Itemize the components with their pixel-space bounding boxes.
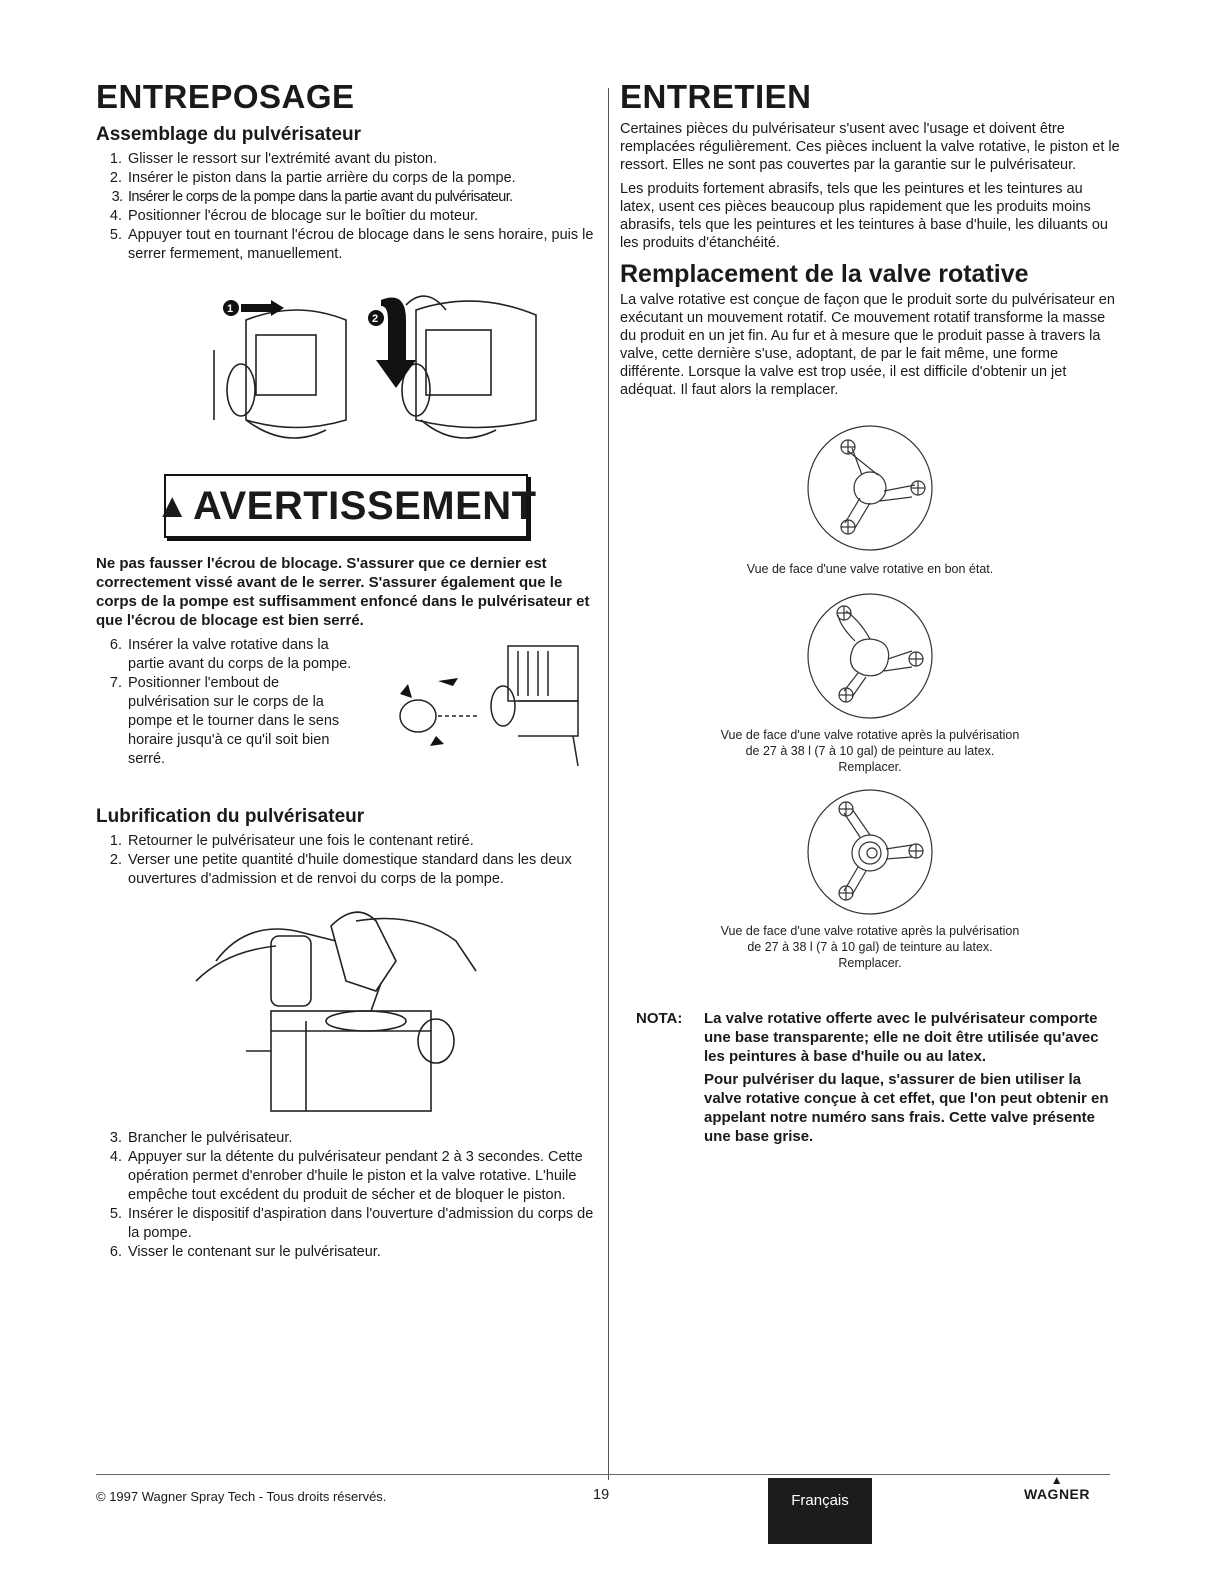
nota-block xyxy=(620,1009,1120,1146)
assembly-steps xyxy=(96,150,596,264)
wagner-logo xyxy=(1024,1474,1090,1502)
figure-label-2: 2 xyxy=(372,313,379,325)
warning-box-wrapper xyxy=(96,474,596,538)
caption-line: de 27 à 38 l (7 à 10 gal) de teinture au latex. xyxy=(747,940,993,954)
list-item: 5. Insérer le dispositif d'aspiration dans l'ouverture d'admission du corps de la pompe. xyxy=(126,1205,596,1243)
steps-6-7-block xyxy=(96,636,596,806)
page-number: 19 xyxy=(593,1487,610,1503)
replacement-title: Remplacement de la valve rotative xyxy=(620,260,1029,288)
caption-line: Vue de face d'une valve rotative après la pulvérisation xyxy=(720,728,1020,742)
warning-triangle-icon: ▲ xyxy=(155,486,190,525)
valve-caption-1: Vue de face d'une valve rotative en bon état. xyxy=(746,562,994,576)
nota-body xyxy=(704,1009,1120,1146)
assembly-title: Assemblage du pulvérisateur xyxy=(96,124,362,145)
list-item: 4. Appuyer sur la détente du pulvérisateur pendant 2 à 3 secondes. Cette opération permet d'enrober d'huile le piston et la valve rotative. L'huile empêche tout excédent du produit de sécher et de bloquer le piston. xyxy=(126,1148,596,1205)
maintenance-paragraph-1: Certaines pièces du pulvérisateur s'usent avec l'usage et doivent être remplacées régulièrement. Ces pièces incluent la valve rotative, le piston et le ressort. Elles ne sont pas couvertes par la garantie sur le pulvérisateur. xyxy=(620,121,1120,173)
list-item: 6. Visser le contenant sur le pulvérisateur. xyxy=(126,1243,596,1262)
spray-tip-illustration xyxy=(378,636,598,766)
lubrication-steps-a xyxy=(96,832,596,889)
list-item: 3. Brancher le pulvérisateur. xyxy=(126,1129,596,1148)
warning-text: Ne pas fausser l'écrou de blocage. S'assurer que ce dernier est correctement vissé avant de le serrer. S'assurer également que le corps de la pompe est suffisamment enfoncé dans le pulvérisateur et que l'écrou de blocage est bien serré. xyxy=(96,555,590,629)
list-item: 1. Glisser le ressort sur l'extrémité avant du piston. xyxy=(126,150,596,169)
steps-6-7 xyxy=(96,636,356,769)
nota-paragraph-1: La valve rotative offerte avec le pulvérisateur comporte une base transparente; elle ne doit être utilisée qu'avec les peintures à base d'huile ou au latex. xyxy=(704,1010,1099,1065)
wagner-logo-text: WAGNER xyxy=(1024,1486,1090,1502)
list-item: 6. Insérer la valve rotative dans la partie avant du corps de la pompe. xyxy=(126,636,356,674)
footer-copyright: © 1997 Wagner Spray Tech - Tous droits réservés. xyxy=(96,1489,387,1504)
valve-latex-paint-figure xyxy=(620,591,1120,775)
footer-rule xyxy=(96,1474,1110,1475)
replacement-text: La valve rotative est conçue de façon que le produit sorte du pulvérisateur en exécutant un mouvement rotatif. Ce mouvement rotatif transforme la masse du produit en un jet fin. Au fur et à mesure que le produit passe à travers la valve, cette dernière s'use, adoptant, de par le fait même, une forme différente. Lorsque la valve est trop usée, il est difficile d'obtenir un jet adéquat. Il faut alors la remplacer. xyxy=(620,292,1115,398)
maintenance-paragraph-2: Les produits fortement abrasifs, tels que les peintures et les teintures au latex, usent ces pièces beaucoup plus rapidement que les produits moins abrasifs, tels que les peintures et les teintures à base d'huile, les diluants ou les produits d'étanchéité. xyxy=(620,181,1109,251)
caption-line: Remplacer. xyxy=(838,956,902,970)
valve-caption-3 xyxy=(620,923,1120,971)
lubrication-figure xyxy=(96,901,596,1121)
sprayer-assembly-illustration xyxy=(96,280,596,460)
caption-line: de 27 à 38 l (7 à 10 gal) de peinture au latex. xyxy=(745,744,995,758)
valve-caption-2 xyxy=(620,727,1120,775)
assembly-figure xyxy=(96,280,596,460)
warning-title: AVERTISSEMENT xyxy=(193,483,537,528)
valve-worn-paint-illustration xyxy=(800,591,940,721)
oiling-illustration xyxy=(96,901,596,1121)
warning-box xyxy=(155,474,537,538)
list-item: 7. Positionner l'embout de pulvérisation sur le corps de la pompe et le tourner dans le sens horaire jusqu'à ce qu'il soit bien serré. xyxy=(126,674,356,769)
lubrication-title: Lubrification du pulvérisateur xyxy=(96,806,365,827)
lubrication-steps-b xyxy=(96,1129,596,1262)
column-divider xyxy=(608,88,609,1480)
list-item: 1. Retourner le pulvérisateur une fois le contenant retiré. xyxy=(126,832,596,851)
list-item: 3. Insérer le corps de la pompe dans la partie avant du pulvérisateur. xyxy=(126,188,596,207)
figure-label-1: 1 xyxy=(227,303,234,315)
right-column xyxy=(620,78,1120,1146)
valve-good-figure xyxy=(620,423,1120,577)
list-item: 5. Appuyer tout en tournant l'écrou de blocage dans le sens horaire, puis le serrer fermement, manuellement. xyxy=(126,226,596,264)
valve-latex-stain-figure xyxy=(620,787,1120,971)
nota-paragraph-2: Pour pulvériser du laque, s'assurer de bien utiliser la valve rotative conçue à cet effet, que l'on peut obtenir en appelant notre numéro sans frais. Cette valve présente une base grise. xyxy=(704,1071,1109,1145)
caption-line: Vue de face d'une valve rotative après la pulvérisation xyxy=(720,924,1020,938)
maintenance-title: ENTRETIEN xyxy=(620,78,812,115)
list-item: 2. Insérer le piston dans la partie arrière du corps de la pompe. xyxy=(126,169,596,188)
valve-worn-stain-illustration xyxy=(800,787,940,917)
language-tab: Français xyxy=(768,1478,872,1544)
nota-label: NOTA: xyxy=(636,1010,683,1027)
list-item: 4. Positionner l'écrou de blocage sur le boîtier du moteur. xyxy=(126,207,596,226)
valve-good-illustration xyxy=(800,423,940,553)
wagner-logo-mark-icon: ▲ xyxy=(1050,1473,1064,1487)
left-column xyxy=(96,78,596,1262)
list-item: 2. Verser une petite quantité d'huile domestique standard dans les deux ouvertures d'admission et de renvoi du corps de la pompe. xyxy=(126,851,596,889)
caption-line: Remplacer. xyxy=(838,760,902,774)
storage-title: ENTREPOSAGE xyxy=(96,78,355,115)
